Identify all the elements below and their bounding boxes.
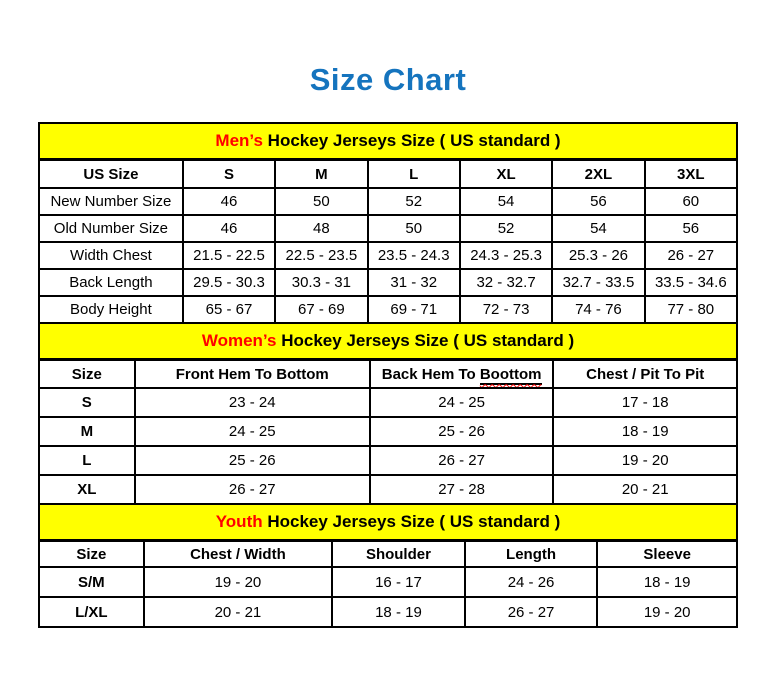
column-header: Sleeve [597, 541, 737, 567]
column-header: Chest / Width [144, 541, 332, 567]
cell: 65 - 67 [183, 296, 275, 323]
table-title-text: Hockey Jerseys Size ( US standard ) [276, 331, 575, 350]
row-label: Back Length [39, 269, 183, 296]
header-row [39, 541, 737, 567]
misspelled-word: Boottom [479, 365, 542, 383]
row-label: New Number Size [39, 188, 183, 215]
row-label: Old Number Size [39, 215, 183, 242]
table-title-youth [38, 503, 738, 541]
cell: 46 [183, 188, 275, 215]
table-title-accent: Youth [215, 512, 263, 531]
size-tables [38, 122, 738, 628]
cell: 69 - 71 [368, 296, 460, 323]
table-row [39, 597, 737, 627]
cell: 77 - 80 [645, 296, 737, 323]
cell: 32.7 - 33.5 [552, 269, 644, 296]
cell: 20 - 21 [144, 597, 332, 627]
cell: 19 - 20 [597, 597, 737, 627]
cell: 26 - 27 [465, 597, 598, 627]
column-header: Shoulder [332, 541, 465, 567]
table-mens [38, 159, 738, 324]
row-label: Width Chest [39, 242, 183, 269]
cell: 56 [552, 188, 644, 215]
column-header: L [368, 160, 460, 188]
table-title-text: Hockey Jerseys Size ( US standard ) [262, 512, 561, 531]
column-header: S [183, 160, 275, 188]
cell: 50 [275, 188, 367, 215]
table-row [39, 388, 737, 417]
table-row [39, 475, 737, 504]
row-label: M [39, 417, 135, 446]
page-title: Size Chart [309, 62, 467, 97]
cell: 25.3 - 26 [552, 242, 644, 269]
cell: 22.5 - 23.5 [275, 242, 367, 269]
column-header: Size [39, 360, 135, 388]
cell: 52 [460, 215, 552, 242]
cell: 27 - 28 [370, 475, 554, 504]
cell: 29.5 - 30.3 [183, 269, 275, 296]
column-header: Length [465, 541, 598, 567]
row-label: S [39, 388, 135, 417]
cell: 19 - 20 [144, 567, 332, 597]
cell: 18 - 19 [332, 597, 465, 627]
cell: 32 - 32.7 [460, 269, 552, 296]
cell: 48 [275, 215, 367, 242]
cell: 46 [183, 215, 275, 242]
cell: 21.5 - 22.5 [183, 242, 275, 269]
row-label: Body Height [39, 296, 183, 323]
column-header: Front Hem To Bottom [135, 360, 370, 388]
row-label: XL [39, 475, 135, 504]
column-header: M [275, 160, 367, 188]
cell: 56 [645, 215, 737, 242]
column-header: Back Hem To Boottom [370, 360, 554, 388]
cell: 60 [645, 188, 737, 215]
cell: 54 [460, 188, 552, 215]
column-header: XL [460, 160, 552, 188]
table-title-accent: Women’s [201, 331, 277, 350]
cell: 24 - 25 [370, 388, 554, 417]
table-youth [38, 540, 738, 628]
row-label: S/M [39, 567, 144, 597]
cell: 16 - 17 [332, 567, 465, 597]
cell: 25 - 26 [370, 417, 554, 446]
cell: 26 - 27 [645, 242, 737, 269]
table-row [39, 242, 737, 269]
cell: 24 - 25 [135, 417, 370, 446]
row-label: L/XL [39, 597, 144, 627]
column-header: 2XL [552, 160, 644, 188]
table-title-accent: Men’s [215, 131, 263, 150]
cell: 18 - 19 [597, 567, 737, 597]
cell: 30.3 - 31 [275, 269, 367, 296]
column-header: 3XL [645, 160, 737, 188]
cell: 24 - 26 [465, 567, 598, 597]
cell: 23 - 24 [135, 388, 370, 417]
cell: 26 - 27 [135, 475, 370, 504]
column-header: Chest / Pit To Pit [553, 360, 737, 388]
cell: 52 [368, 188, 460, 215]
column-header: Size [39, 541, 144, 567]
cell: 33.5 - 34.6 [645, 269, 737, 296]
cell: 23.5 - 24.3 [368, 242, 460, 269]
row-label: L [39, 446, 135, 475]
table-row [39, 188, 737, 215]
table-title-womens [38, 322, 738, 360]
cell: 18 - 19 [553, 417, 737, 446]
table-row [39, 446, 737, 475]
cell: 19 - 20 [553, 446, 737, 475]
cell: 26 - 27 [370, 446, 554, 475]
table-row [39, 215, 737, 242]
cell: 20 - 21 [553, 475, 737, 504]
cell: 72 - 73 [460, 296, 552, 323]
table-womens [38, 359, 738, 505]
cell: 17 - 18 [553, 388, 737, 417]
column-header: US Size [39, 160, 183, 188]
table-row [39, 296, 737, 323]
header-row [39, 360, 737, 388]
table-title-mens [38, 122, 738, 160]
cell: 25 - 26 [135, 446, 370, 475]
cell: 74 - 76 [552, 296, 644, 323]
header-row [39, 160, 737, 188]
cell: 50 [368, 215, 460, 242]
cell: 67 - 69 [275, 296, 367, 323]
cell: 54 [552, 215, 644, 242]
cell: 24.3 - 25.3 [460, 242, 552, 269]
table-row [39, 417, 737, 446]
table-row [39, 567, 737, 597]
cell: 31 - 32 [368, 269, 460, 296]
table-title-text: Hockey Jerseys Size ( US standard ) [262, 131, 561, 150]
table-row [39, 269, 737, 296]
